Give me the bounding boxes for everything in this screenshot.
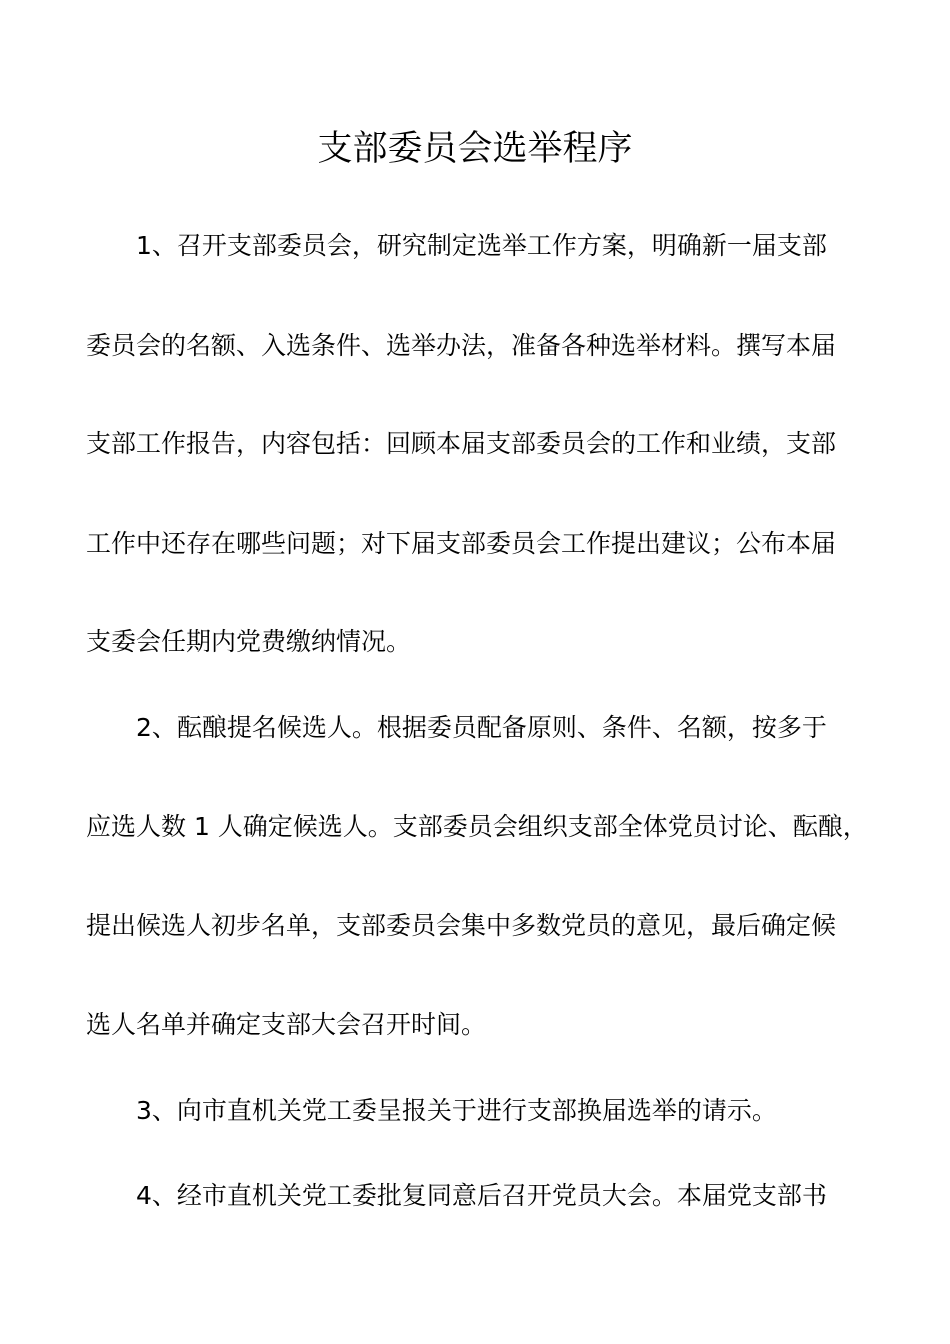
paragraph-2-line-3: 提出候选人初步名单，支部委员会集中多数党员的意见，最后确定候 [86, 911, 837, 940]
document-title: 支部委员会选举程序 [317, 129, 633, 169]
paragraph-3-line-1: 3、向市直机关党工委呈报关于进行支部换届选举的请示。 [136, 1096, 777, 1125]
paragraph-1-line-1: 1、召开支部委员会，研究制定选举工作方案，明确新一届支部 [136, 231, 827, 260]
paragraph-1-line-4: 工作中还存在哪些问题；对下届支部委员会工作提出建议；公布本届 [86, 529, 837, 558]
paragraph-4-line-1: 4、经市直机关党工委批复同意后召开党员大会。本届党支部书 [136, 1181, 827, 1210]
paragraph-2-line-2: 应选人数 1 人确定候选人。支部委员会组织支部全体党员讨论、酝酿， [86, 812, 868, 841]
paragraph-2-line-4: 选人名单并确定支部大会召开时间。 [86, 1010, 487, 1039]
paragraph-1-line-2: 委员会的名额、入选条件、选举办法，准备各种选举材料。撰写本届 [86, 331, 837, 360]
paragraph-1-line-5: 支委会任期内党费缴纳情况。 [86, 627, 412, 656]
paragraph-2-line-1: 2、酝酿提名候选人。根据委员配备原则、条件、名额，按多于 [136, 713, 827, 742]
paragraph-1-line-3: 支部工作报告，内容包括：回顾本届支部委员会的工作和业绩，支部 [86, 429, 837, 458]
